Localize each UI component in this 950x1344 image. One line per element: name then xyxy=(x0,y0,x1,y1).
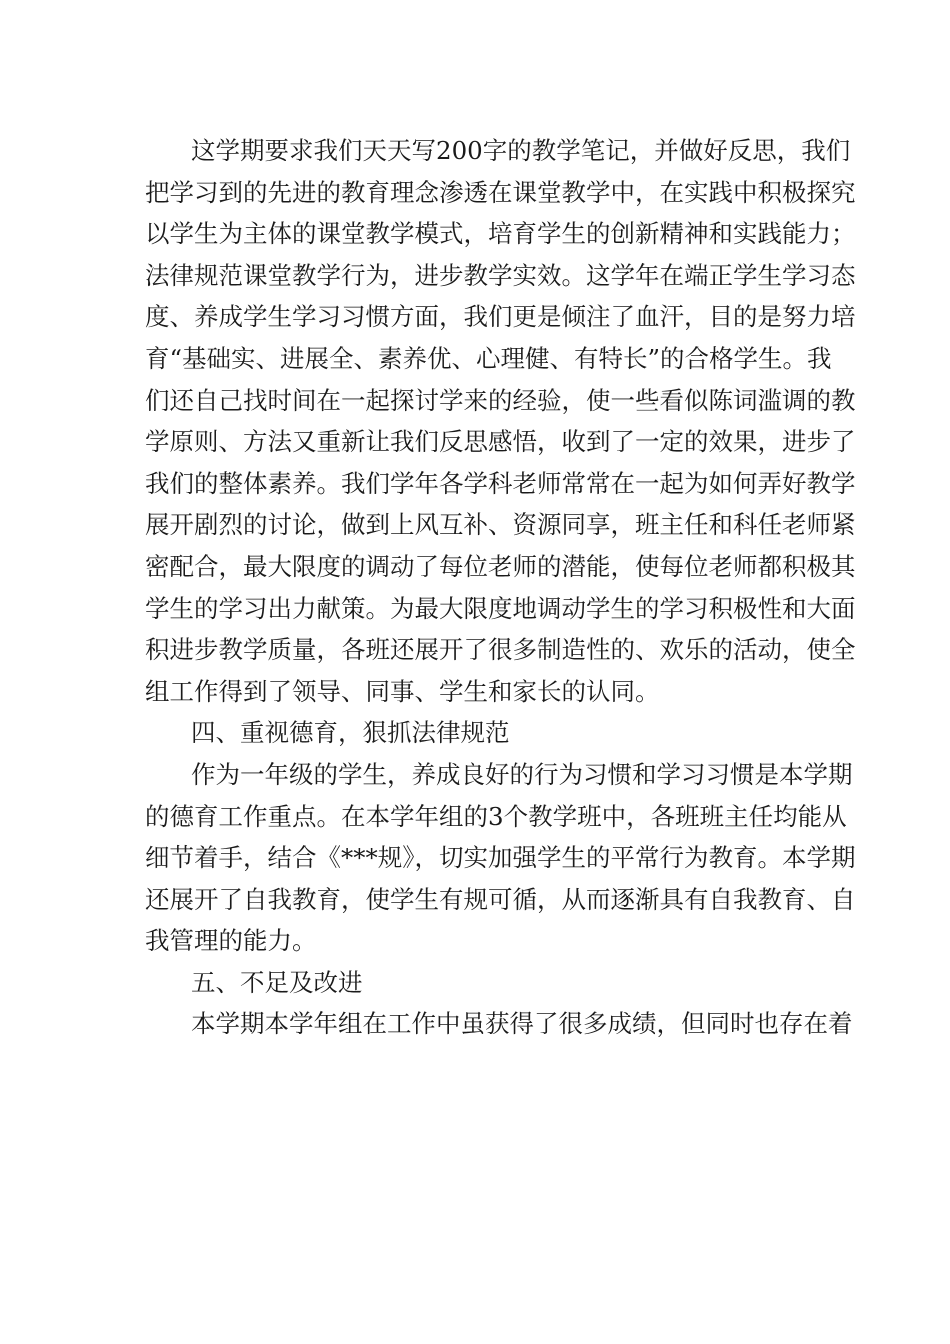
paragraph-line: 本学期本学年组在工作中虽获得了很多成绩，但同时也存在着 xyxy=(191,1009,853,1039)
paragraph-line: 的德育工作重点。在本学年组的3个教学班中，各班班主任均能从 xyxy=(145,801,847,831)
paragraph-line: 展开剧烈的讨论，做到上风互补、资源同享，班主任和科任老师紧 xyxy=(145,510,856,540)
paragraph-line: 这学期要求我们天天写200字的教学笔记，并做好反思，我们 xyxy=(191,136,851,165)
paragraph-line: 法律规范课堂教学行为，进步教学实效。这学年在端正学生学习态 xyxy=(145,260,856,290)
paragraph-line: 学原则、方法又重新让我们反思感悟，收到了一定的效果，进步了 xyxy=(145,427,856,457)
paragraph-line: 们还自己找时间在一起探讨学来的经验，使一些看似陈词滥调的教 xyxy=(145,385,856,415)
paragraph-line: 度、养成学生学习习惯方面，我们更是倾注了血汗，目的是努力培 xyxy=(145,302,856,332)
paragraph-line: 密配合，最大限度的调动了每位老师的潜能，使每位老师都积极其 xyxy=(145,551,856,581)
paragraph-line: 我管理的能力。 xyxy=(145,926,317,956)
section-heading: 四、重视德育，狠抓法律规范 xyxy=(191,718,510,748)
paragraph-line: 细节着手，结合《***规》，切实加强学生的平常行为教育。本学期 xyxy=(145,843,856,873)
document-body xyxy=(145,130,856,1045)
paragraph-line: 育“基础实、进展全、素养优、心理健、有特长”的合格学生。我 xyxy=(145,343,832,373)
paragraph-line: 以学生为主体的课堂教学模式，培育学生的创新精神和实践能力； xyxy=(145,219,856,249)
section-heading: 五、不足及改进 xyxy=(191,967,363,997)
paragraph-line: 组工作得到了领导、同事、学生和家长的认同。 xyxy=(145,676,660,706)
paragraph-line: 还展开了自我教育，使学生有规可循，从而逐渐具有自我教育、自 xyxy=(145,884,856,914)
paragraph-line: 作为一年级的学生，养成良好的行为习惯和学习习惯是本学期 xyxy=(191,759,853,789)
paragraph-line: 学生的学习出力献策。为最大限度地调动学生的学习积极性和大面 xyxy=(145,593,856,623)
paragraph-line: 积进步教学质量，各班还展开了很多制造性的、欢乐的活动，使全 xyxy=(145,635,856,665)
paragraph-line: 我们的整体素养。我们学年各学科老师常常在一起为如何弄好教学 xyxy=(145,468,856,498)
paragraph-line: 把学习到的先进的教育理念渗透在课堂教学中，在实践中积极探究 xyxy=(145,177,856,207)
